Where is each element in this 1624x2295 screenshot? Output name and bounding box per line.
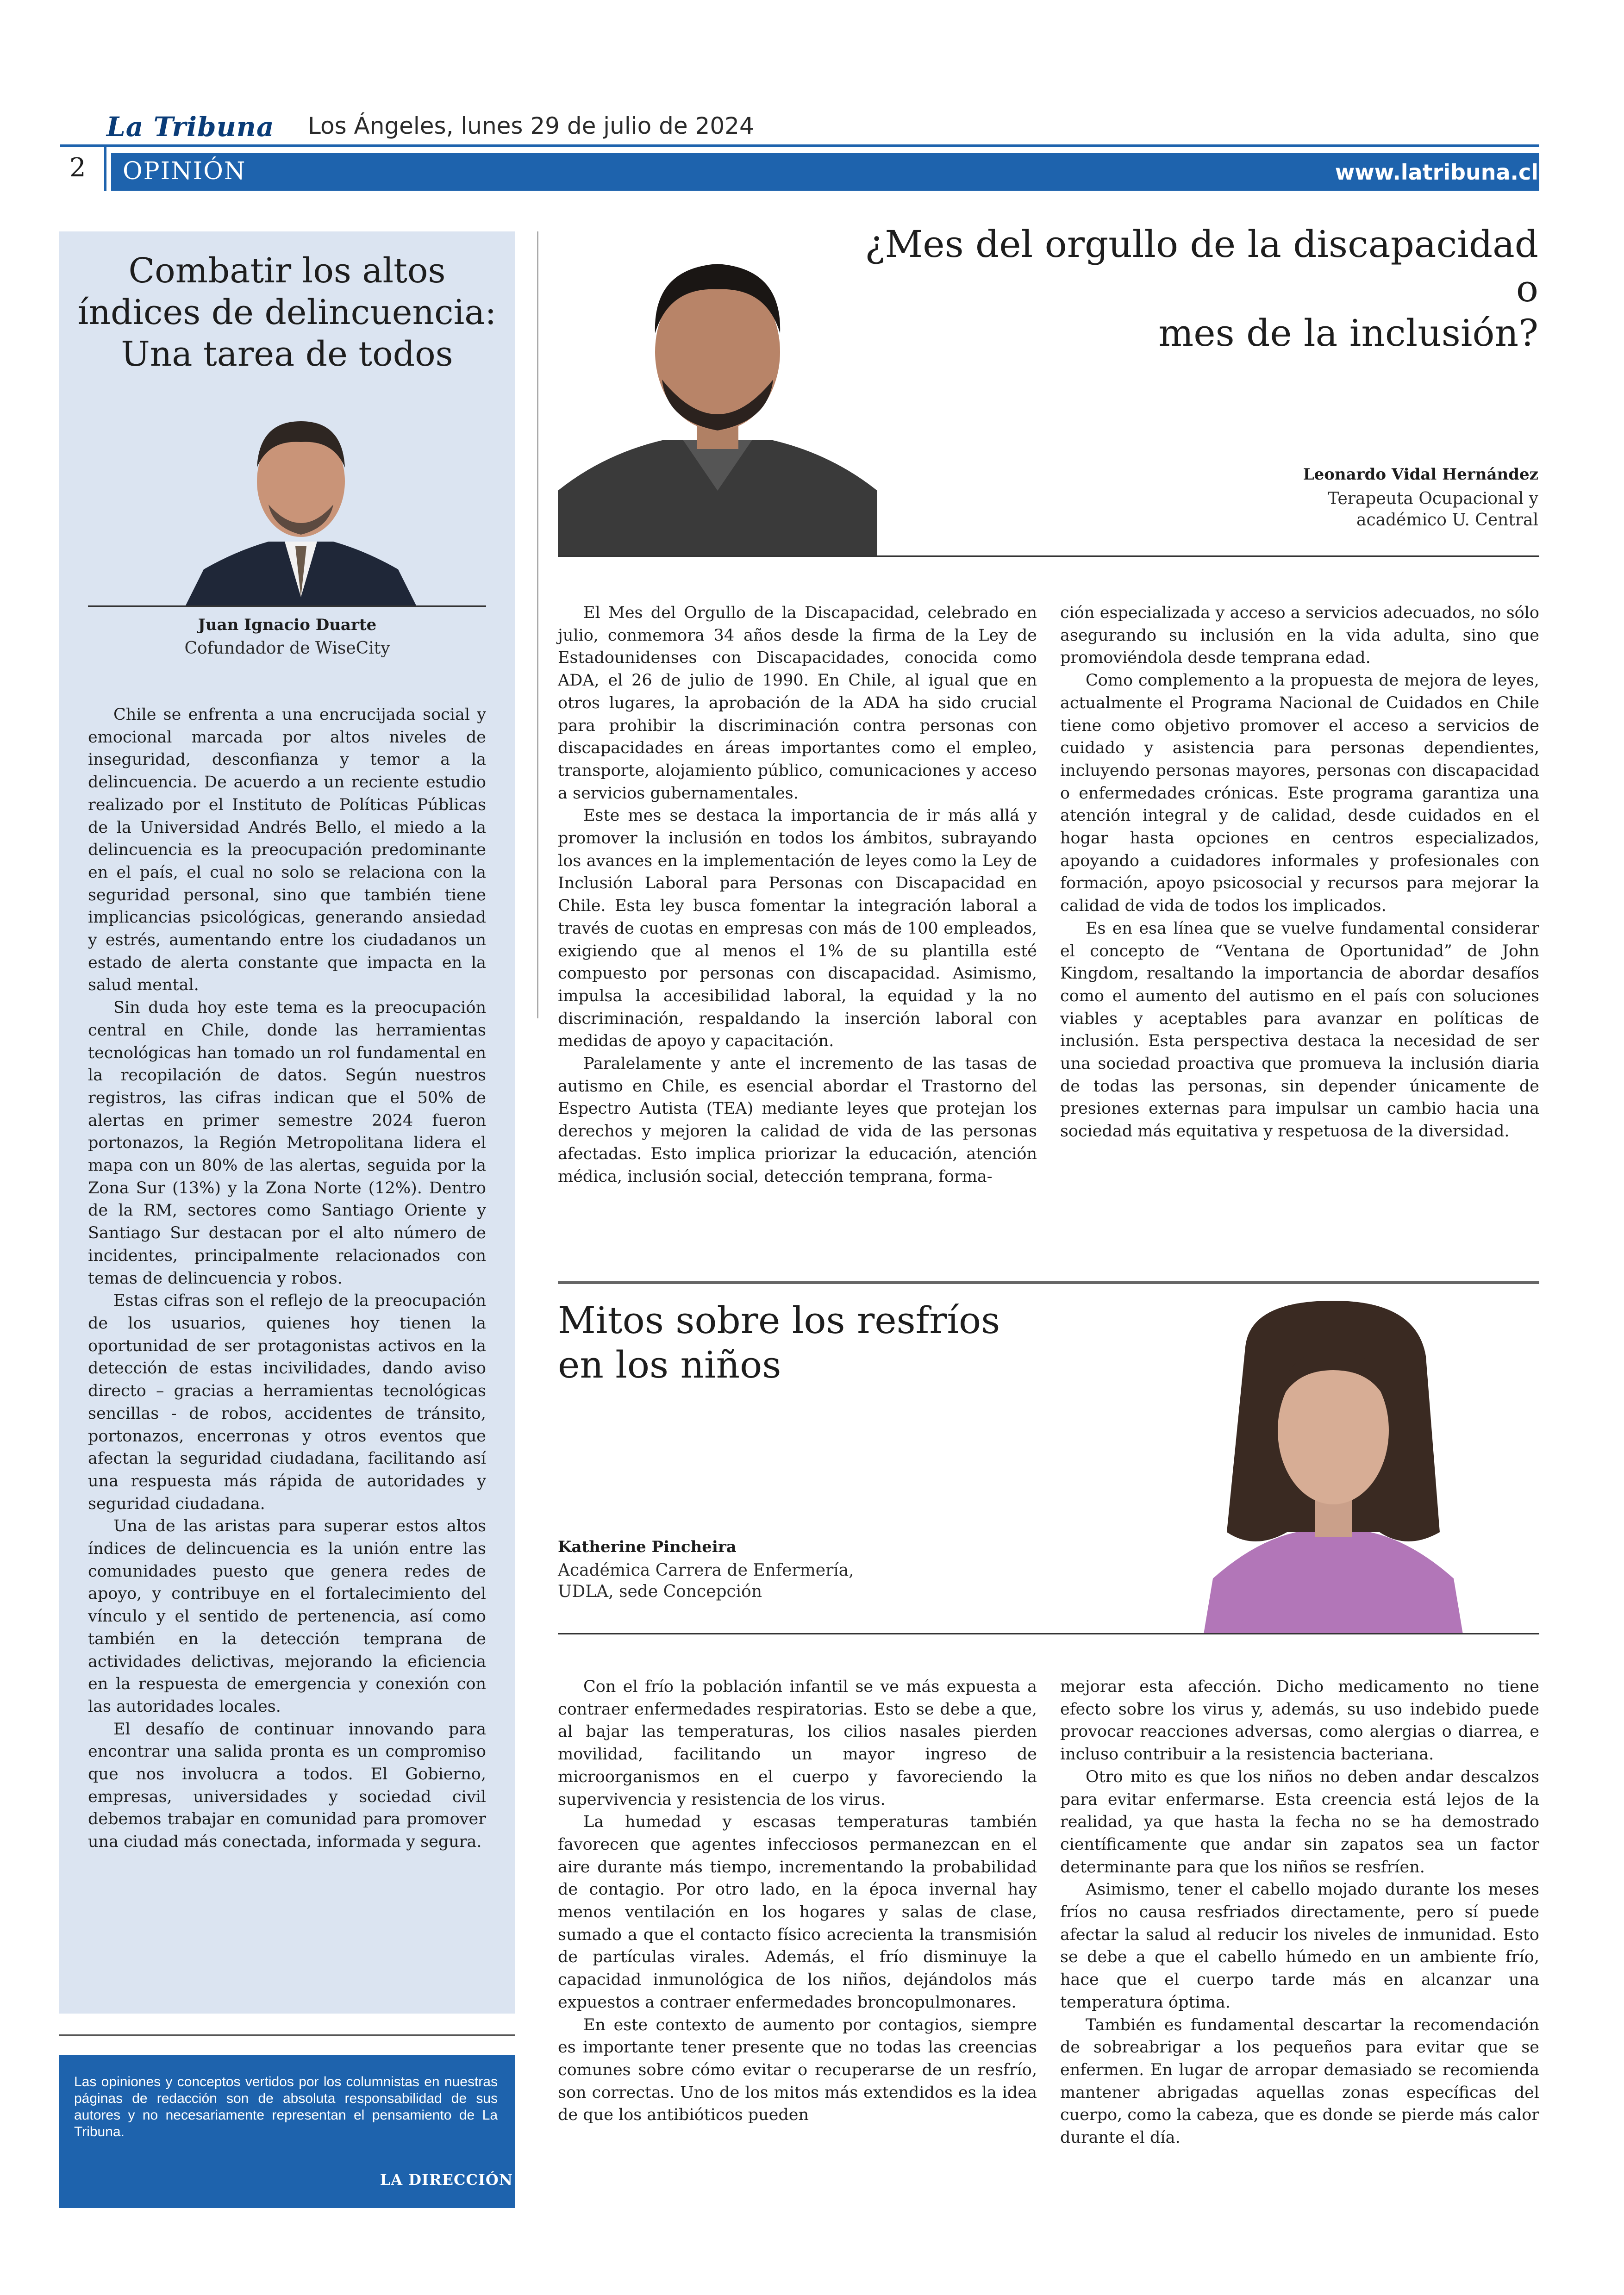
- paragraph: Paralelamente y ante el incremento de las tasas de autismo en Chile, es esencial abordar el Trastorno del Espectro Autista (TEA) mediante leyes que protejan los derechos y mejoren la calidad de vida de las personas afectadas. Esto implica priorizar la educación, atención médica, inclusión social, detección temprana, forma-: [558, 1054, 1037, 1186]
- title-line: Combatir los altos: [128, 251, 446, 291]
- role-line: académico U. Central: [1356, 511, 1538, 530]
- section-bar: [111, 153, 1539, 191]
- title-line: índices de delincuencia:: [77, 293, 497, 332]
- sidebar-article-body: [88, 704, 486, 1853]
- role-line: UDLA, sede Concepción: [558, 1582, 762, 1601]
- article2-column-1: [558, 1676, 1037, 2127]
- article1-column-1: [558, 602, 1037, 1188]
- article1-column-2: [1060, 602, 1539, 1143]
- header-rule: [60, 144, 1539, 147]
- paragraph: Otro mito es que los niños no deben andar descalzos para evitar enfermarse. Esta creencia está lejos de la realidad, ya que hasta la fecha no se ha demostrado científicamente que andar sin zapatos sea un factor determinante para que los niños se resfríen.: [1060, 1767, 1539, 1877]
- sidebar-article-title: [69, 250, 505, 375]
- paragraph: Chile se enfrenta a una encrucijada social y emocional marcada por altos niveles de inseguridad, desconfianza y temor a la delincuencia. De acuerdo a un reciente estudio realizado por el Instituto de Políticas Públicas de la Universidad Andrés Bello, el miedo a la delincuencia es la preocupación predominante en el país, el cual no solo se relaciona con la seguridad personal, sino que también tiene implicancias psicológicas, generando ansiedad y estrés, aumentando entre los ciudadanos un estado de alerta constante que impacta en la salud mental.: [88, 705, 486, 995]
- paragraph: Es en esa línea que se vuelve fundamental considerar el concepto de “Ventana de Oportunidad” de John Kingdom, resaltando la importancia de abordar desafíos como el aumento del autismo en el país con soluciones viables y aceptables para avanzar en políticas de inclusión. Esta perspectiva destaca la necesidad de ser una sociedad proactiva que promueva la inclusión diaria de todas las personas, sin depender únicamente de presiones externas para impulsar un cambio hacia una sociedad más equitativa y respetuosa de la diversidad.: [1060, 919, 1539, 1141]
- article1-rule: [558, 555, 1539, 557]
- article2-author-name: Katherine Pincheira: [558, 1538, 737, 1556]
- paragraph: Con el frío la población infantil se ve más expuesta a contraer enfermedades respiratorias. Esto se debe a que, al bajar las temperaturas, los cilios nasales pierden movilidad, facilitando un mayor ingreso de microorganismos en el cuerpo y favoreciendo la supervivencia y resistencia de los virus.: [558, 1678, 1037, 1809]
- paragraph: La humedad y escasas temperaturas también favorecen que agentes infecciosos permanezcan en el aire durante más tiempo, incrementando la probabilidad de contagio. Por otro lado, en la época invernal hay menos ventilación en los hogares y salas de clase, sumado a que el contacto físico acrecienta la transmisión de partículas virales. Además, el frío disminuye la capacidad inmunológica de los niños, dejándolos más expuestos a contraer enfermedades broncopulmonares.: [558, 1813, 1037, 2012]
- title-line: mes de la inclusión?: [1158, 312, 1538, 355]
- section-label: OPINIÓN: [123, 157, 246, 185]
- article2-rule: [558, 1633, 1539, 1634]
- sidebar-author-role: Cofundador de WiseCity: [184, 639, 390, 658]
- author-photo-leonardo-vidal: [558, 231, 877, 555]
- column-divider: [537, 231, 538, 1018]
- paragraph: Este mes se destaca la importancia de ir más allá y promover la inclusión en todos los ámbitos, subrayando los avances en la implementación de leyes como la Ley de Inclusión Laboral para Personas con Discapacidad en Chile. Esta ley busca fomentar la integración laboral a través de cuotas en empresas con más de 100 empleados, exigiendo que al menos el 1% de su plantilla esté compuesto por personas con discapacidad. Asimismo, impulsa la accesibilidad laboral, la equidad y la no discriminación, respaldando la inserción laboral con medidas de apoyo y capacitación.: [558, 806, 1037, 1051]
- dateline: Los Ángeles, lunes 29 de julio de 2024: [308, 112, 754, 139]
- photo-caption-rule: [88, 605, 486, 607]
- paragraph: Asimismo, tener el cabello mojado durante los meses fríos no causa resfriados directamente, pero sí puede afectar la salud al reducir los niveles de inmunidad. Esto se debe a que el cabello húmedo en un ambiente frío, hace que el cuerpo tarde más en alcanzar una temperatura óptima.: [1060, 1880, 1539, 2012]
- paragraph: Como complemento a la propuesta de mejora de leyes, actualmente el Programa Nacional de Cuidados en Chile tiene como objetivo promover el acceso a servicios de cuidado y asistencia para personas dependientes, incluyendo personas mayores, personas con discapacidad o enfermedades crónicas. Este programa garantiza una atención integral y de calidad, desde cuidados en el hogar hasta opciones en centros especializados, apoyando a cuidadores informales y profesionales con formación, apoyo psicosocial y recursos para mejorar la calidad de vida de todos los implicados.: [1060, 671, 1539, 916]
- page-number-divider: [104, 147, 106, 191]
- paragraph: Estas cifras son el reflejo de la preocupación de los usuarios, quienes hoy tienen la oportunidad de ser protagonistas activos en la detección de estas incivilidades, dando aviso directo – gracias a herramientas tecnológicas sencillas - de robos, accidentes de tránsito, portonazos, encerronas y otros eventos que afectan la seguridad ciudadana, facilitando así una respuesta más rápida de autoridades y seguridad ciudadana.: [88, 1291, 486, 1513]
- author-photo-katherine-pincheira: [1176, 1291, 1491, 1634]
- disclaimer-signature: LA DIRECCIÓN: [380, 2171, 513, 2189]
- disclaimer-rule: [59, 2034, 515, 2036]
- title-line: en los niños: [558, 1343, 781, 1386]
- site-url-link[interactable]: www.latribuna.cl: [1335, 160, 1538, 185]
- paragraph: También es fundamental descartar la recomendación de sobreabrigar a los pequeños para evitar que se enfermen. En lugar de arropar demasiado se recomienda mantener abrigadas aquellas zonas específicas del cuerpo, como la cabeza, que es donde se pierde más calor durante el día.: [1060, 2015, 1539, 2147]
- article2-top-rule: [558, 1281, 1539, 1284]
- article1-title: [844, 222, 1538, 355]
- disclaimer-text: Las opiniones y conceptos vertidos por los columnistas en nuestras páginas de redacción son de absoluta responsabilidad de sus autores y no necesariamente representan el pensamiento de La Tribuna.: [74, 2074, 498, 2139]
- role-line: Terapeuta Ocupacional y: [1328, 489, 1538, 508]
- article2-author-role: [558, 1560, 854, 1603]
- role-line: Académica Carrera de Enfermería,: [558, 1561, 854, 1580]
- page-number: 2: [69, 153, 86, 183]
- paragraph: ción especializada y acceso a servicios adecuados, no sólo asegurando su inclusión en la vida adulta, sino que promoviéndola desde temprana edad.: [1060, 604, 1539, 667]
- title-line: Una tarea de todos: [121, 334, 453, 374]
- paragraph: Una de las aristas para superar estos altos índices de delincuencia es la unión entre las comunidades puesto que genera redes de apoyo, y contribuye en el fortalecimiento del vínculo y el sentido de pertenencia, así como también en la detección temprana de actividades delictivas, mejorando la eficiencia en la respuesta de emergencia y conexión con las autoridades locales.: [88, 1517, 486, 1716]
- article2-title: [558, 1298, 1067, 1387]
- article1-author-name: Leonardo Vidal Hernández: [1303, 465, 1538, 484]
- paragraph: El desafío de continuar innovando para encontrar una salida pronta es un compromiso que nos involucra a todos. El Gobierno, empresas, universidades y sociedad civil debemos trabajar en comunidad para promover una ciudad más conectada, informada y segura.: [88, 1720, 486, 1852]
- title-line: Mitos sobre los resfríos: [558, 1299, 1000, 1342]
- paragraph: En este contexto de aumento por contagios, siempre es importante tener presente que no todas las creencias comunes sobre cómo evitar o recuperarse de un resfrío, son correctas. Uno de los mitos más extendidos es la idea de que los antibióticos pueden: [558, 2015, 1037, 2125]
- paragraph: mejorar esta afección. Dicho medicamento no tiene efecto sobre los virus y, además, su uso indebido puede provocar reacciones adversas, como alergias o diarrea, e incluso contribuir a la resistencia bacteriana.: [1060, 1678, 1539, 1764]
- author-photo-juan-ignacio-duarte: [176, 403, 426, 606]
- article2-column-2: [1060, 1676, 1539, 2149]
- title-line: ¿Mes del orgullo de la discapacidad o: [865, 223, 1538, 310]
- paragraph: Sin duda hoy este tema es la preocupación central en Chile, donde las herramientas tecnológicas han tomado un rol fundamental en la recopilación de datos. Según nuestros registros, las cifras indican que el 50% de alertas en primer semestre 2024 fueron portonazos, la Región Metropolitana lidera el mapa con un 80% de las alertas, seguida por la Zona Sur (13%) y la Zona Norte (12%). Dentro de la RM, sectores como Santiago Oriente y Santiago Sur destacan por el alto número de incidentes, principalmente relacionados con temas de delincuencia y robos.: [88, 998, 486, 1288]
- masthead-logo: La Tribuna: [106, 111, 275, 143]
- sidebar-author-name: Juan Ignacio Duarte: [198, 616, 377, 634]
- paragraph: El Mes del Orgullo de la Discapacidad, celebrado en julio, conmemora 34 años desde la firma de la Ley de Estadounidenses con Discapacidades, conocida como ADA, el 26 de julio de 1990. En Chile, al igual que en otros lugares, la aprobación de la ADA ha sido crucial para prohibir la discriminación contra personas con discapacidades en áreas importantes como el empleo, transporte, alojamiento público, comunicaciones y acceso a servicios gubernamentales.: [558, 604, 1037, 803]
- article1-author-role: [1328, 488, 1538, 531]
